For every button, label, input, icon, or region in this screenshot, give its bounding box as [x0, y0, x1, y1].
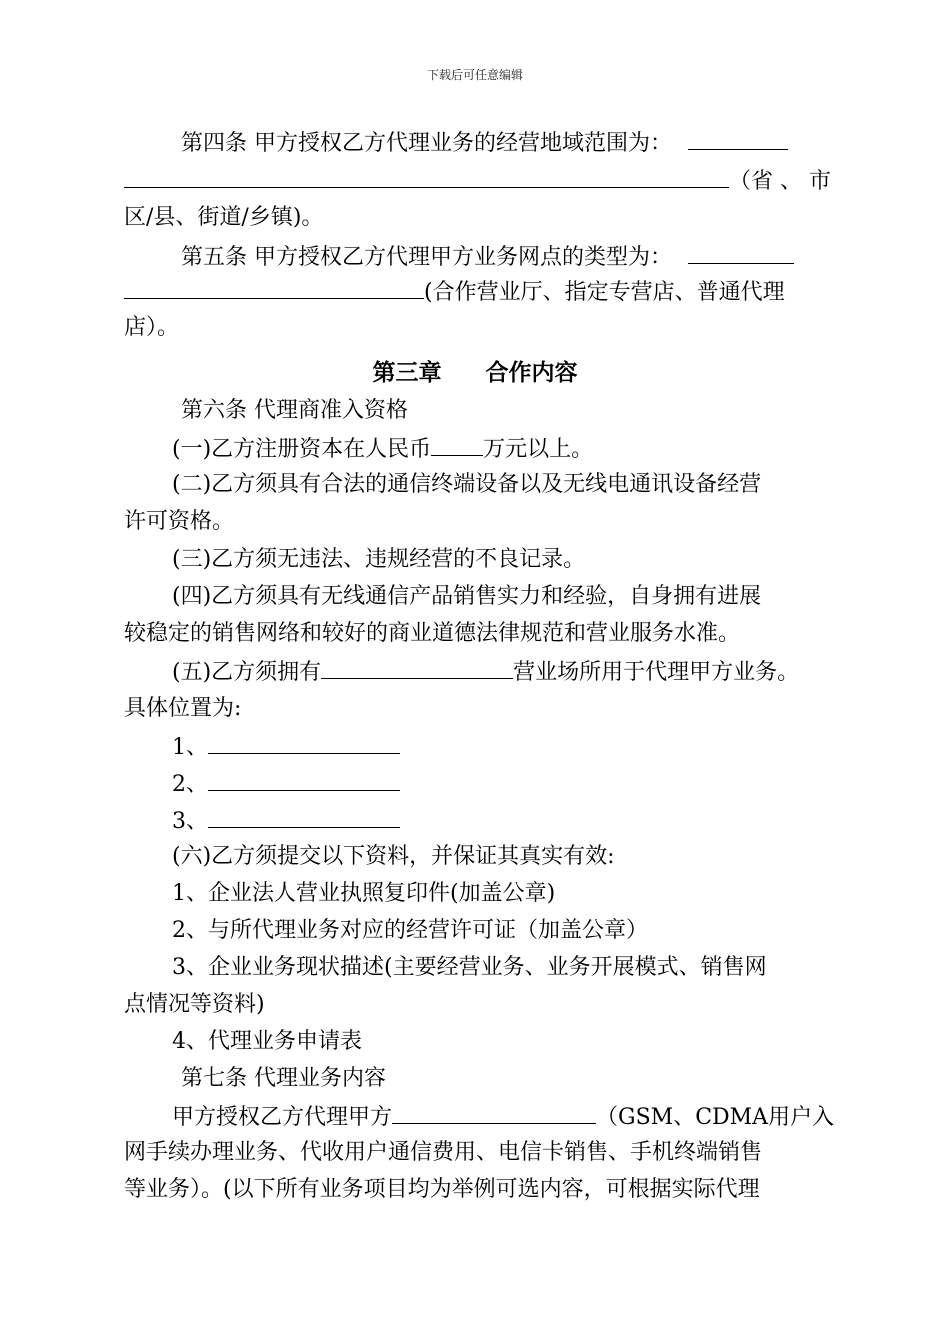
premises-blank[interactable] — [321, 656, 513, 679]
art5-suffix: (合作营业厅、指定专营店、普通代理 — [424, 280, 785, 305]
art4-blank1[interactable] — [688, 127, 788, 150]
art4-line2 — [124, 165, 831, 195]
art6-item4-line1: (四)乙方须具有无线通信产品销售实力和经验，自身拥有进展 — [172, 584, 762, 609]
location-1 — [172, 731, 400, 761]
art7-title: 第七条 代理业务内容 — [181, 1066, 386, 1091]
art5-line2 — [124, 276, 785, 306]
art4-blank2[interactable] — [124, 165, 729, 188]
chapter-number: 第三章 — [372, 359, 442, 386]
business-blank[interactable] — [392, 1101, 596, 1124]
art6-item6: (六)乙方须提交以下资料，并保证其真实有效: — [172, 844, 615, 869]
art7-line1 — [172, 1101, 834, 1131]
art5-blank2[interactable] — [124, 276, 424, 299]
art6-item5-suffix: 营业场所用于代理甲方业务。 — [513, 660, 800, 685]
location-2-label: 2、 — [172, 772, 208, 797]
art5-text: 第五条 甲方授权乙方代理甲方业务网点的类型为： — [181, 245, 672, 270]
art4-line1 — [181, 127, 788, 157]
page-header: 下载后可任意编辑 — [426, 68, 523, 82]
art7-line3: 等业务）。(以下所有业务项目均为举例可选内容，可根据实际代理 — [124, 1177, 760, 1202]
art5-blank1[interactable] — [688, 241, 794, 264]
art6-item5-line1 — [172, 656, 799, 686]
art6-item5-line2: 具体位置为: — [124, 696, 242, 721]
chapter-title — [0, 358, 950, 388]
art7-line1-text: 甲方授权乙方代理甲方 — [172, 1105, 393, 1130]
doc-item-2: 2、与所代理业务对应的经营许可证（加盖公章） — [172, 918, 648, 943]
doc-item-3-line1: 3、企业业务现状描述(主要经营业务、业务开展模式、销售网 — [172, 955, 767, 980]
art6-item1-suffix: 万元以上。 — [483, 437, 594, 462]
art6-title: 第六条 代理商准入资格 — [181, 398, 408, 423]
art5-line3: 店）。 — [124, 315, 180, 340]
art6-item2-line2: 许可资格。 — [124, 509, 235, 534]
art6-item1 — [172, 433, 593, 463]
location-2-blank[interactable] — [208, 768, 400, 791]
location-3-blank[interactable] — [208, 805, 400, 828]
doc-item-1: 1、企业法人营业执照复印件(加盖公章) — [172, 881, 556, 906]
art6-item3: (三)乙方须无违法、违规经营的不良记录。 — [172, 547, 586, 572]
location-3 — [172, 805, 400, 835]
art4-text: 第四条 甲方授权乙方代理业务的经营地域范围为： — [181, 131, 672, 156]
art4-line3: 区/县、街道/乡镇)。 — [124, 205, 324, 230]
location-1-blank[interactable] — [208, 731, 400, 754]
location-2 — [172, 768, 400, 798]
art6-item2-line1: (二)乙方须具有合法的通信终端设备以及无线电通讯设备经营 — [172, 472, 762, 497]
art6-item5-text: (五)乙方须拥有 — [172, 660, 322, 685]
location-3-label: 3、 — [172, 809, 208, 834]
location-1-label: 1、 — [172, 735, 208, 760]
art6-item4-line2: 较稳定的销售网络和较好的商业道德法律规范和营业服务水准。 — [124, 621, 741, 646]
art7-line2: 网手续办理业务、代收用户通信费用、电信卡销售、手机终端销售 — [124, 1140, 763, 1165]
art6-item1-text: (一)乙方注册资本在人民币 — [172, 437, 432, 462]
capital-blank[interactable] — [431, 433, 483, 456]
art4-suffix: （省 、 市 — [729, 169, 831, 194]
doc-item-3-line2: 点情况等资料) — [124, 992, 265, 1017]
art7-line1-suffix: （GSM、CDMA用户入 — [596, 1105, 835, 1130]
doc-item-4: 4、代理业务申请表 — [172, 1029, 362, 1054]
chapter-name: 合作内容 — [485, 359, 578, 386]
art5-line1 — [181, 241, 794, 271]
